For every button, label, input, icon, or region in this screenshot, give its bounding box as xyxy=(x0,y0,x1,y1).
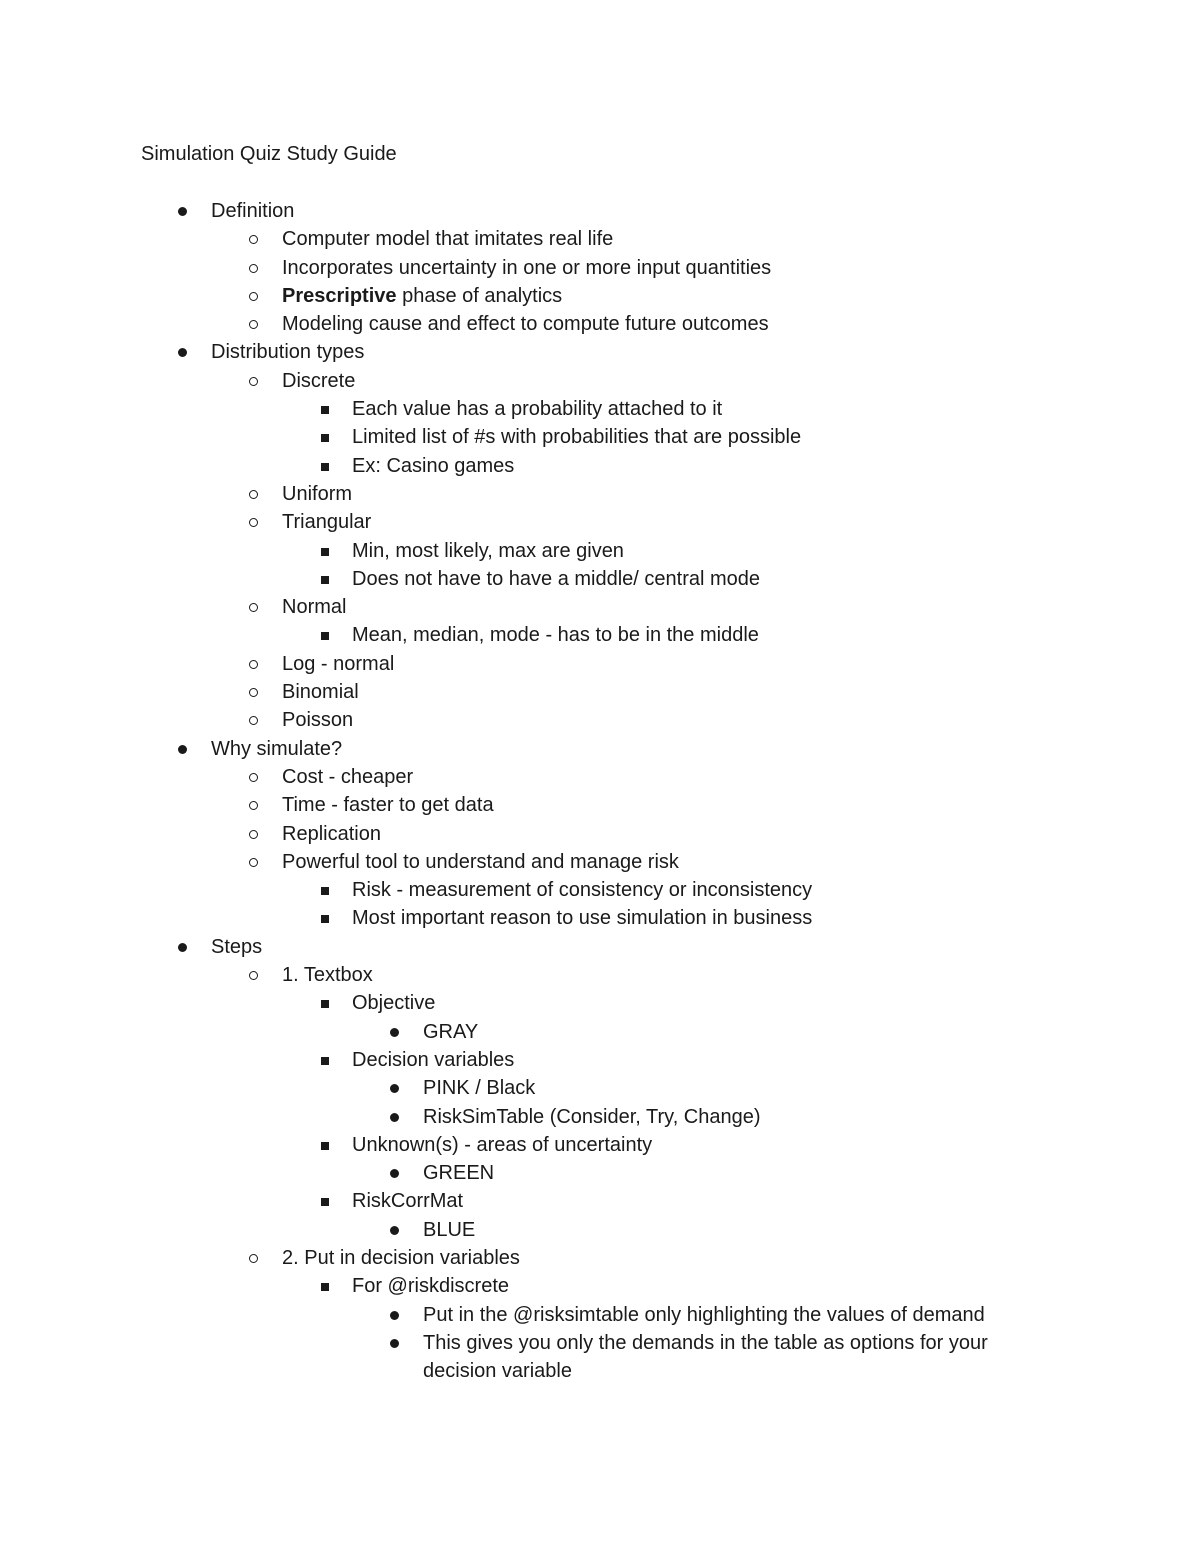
outline-item-level-2 xyxy=(0,537,1200,565)
outline-item-text: Poisson xyxy=(282,709,354,732)
outline-item-level-2 xyxy=(0,452,1200,480)
outline-item-level-1 xyxy=(0,961,1200,989)
outline-item-level-1 xyxy=(0,848,1200,876)
outline-item-level-2 xyxy=(0,1272,1200,1300)
outline-item-rest-text: phase of analytics xyxy=(396,284,563,307)
outline-item-text: RiskCorrMat xyxy=(352,1190,464,1213)
outline-item-level-1 xyxy=(0,282,1200,310)
outline-item-text: Discrete xyxy=(282,369,356,392)
outline-item-level-1 xyxy=(0,706,1200,734)
outline-item-level-0 xyxy=(0,735,1200,763)
outline-item-text: For @riskdiscrete xyxy=(352,1275,509,1298)
outline-item-level-3 xyxy=(0,1103,1200,1131)
outline-item-level-3 xyxy=(0,1301,1200,1329)
outline-item-text: GRAY xyxy=(423,1020,479,1043)
outline-item-text: Distribution types xyxy=(211,341,365,364)
outline-item-text: Powerful tool to understand and manage risk xyxy=(282,850,679,873)
outline-item-text: Objective xyxy=(352,992,436,1015)
outline-item-text: Normal xyxy=(282,596,347,619)
outline-item-level-3 xyxy=(0,1329,1200,1357)
outline-item-level-2 xyxy=(0,989,1200,1017)
outline-item-level-1 xyxy=(0,791,1200,819)
emphasis-text: Prescriptive xyxy=(282,284,397,307)
outline-item-text: 2. Put in decision variables xyxy=(282,1246,520,1269)
outline-item-level-3 xyxy=(0,1074,1200,1102)
outline-item-text: Unknown(s) - areas of uncertainty xyxy=(352,1133,653,1156)
outline-item-text: Mean, median, mode - has to be in the middle xyxy=(352,624,759,647)
outline-item-level-2 xyxy=(0,876,1200,904)
outline-item-text: Ex: Casino games xyxy=(352,454,515,477)
outline-item-text: Replication xyxy=(282,822,381,845)
outline-item-text: Most important reason to use simulation in business xyxy=(352,907,813,930)
outline-item-level-1 xyxy=(0,820,1200,848)
outline-item-text: Each value has a probability attached to it xyxy=(352,398,723,421)
outline-item-text: Steps xyxy=(211,935,263,958)
outline-item-text: RiskSimTable (Consider, Try, Change) xyxy=(423,1105,761,1128)
outline-item-level-2 xyxy=(0,1187,1200,1215)
outline-item-text xyxy=(282,282,562,310)
outline-item-text: GREEN xyxy=(423,1162,495,1185)
outline-item-level-2 xyxy=(0,904,1200,932)
outline-item-text: Log - normal xyxy=(282,652,395,675)
outline-item-text: BLUE xyxy=(423,1218,476,1241)
outline-item-level-3 xyxy=(0,1216,1200,1244)
outline-item-level-2 xyxy=(0,565,1200,593)
outline-item-text: Put in the @risksimtable only highlighting the values of demand xyxy=(423,1303,985,1326)
outline-item-text: decision variable xyxy=(423,1360,572,1383)
outline-item-text: Computer model that imitates real life xyxy=(282,228,614,251)
outline-item-level-0 xyxy=(0,933,1200,961)
outline-item-text: Triangular xyxy=(282,511,372,534)
outline-item-level-1 xyxy=(0,1244,1200,1272)
outline-item-level-3 xyxy=(0,1018,1200,1046)
outline-item-level-2 xyxy=(0,1131,1200,1159)
bullet-outline xyxy=(0,197,1200,1385)
outline-item-level-1 xyxy=(0,593,1200,621)
outline-item-text: Decision variables xyxy=(352,1048,515,1071)
outline-item-text: Uniform xyxy=(282,482,353,505)
outline-item-text: Time - faster to get data xyxy=(282,794,494,817)
outline-item-text: Does not have to have a middle/ central mode xyxy=(352,567,761,590)
outline-item-text: Why simulate? xyxy=(211,737,343,760)
outline-item-text: 1. Textbox xyxy=(282,964,373,987)
outline-item-text: Limited list of #s with probabilities that are possible xyxy=(352,426,802,449)
outline-item-text: Binomial xyxy=(282,681,359,704)
outline-item-level-1 xyxy=(0,480,1200,508)
outline-item-level-2 xyxy=(0,395,1200,423)
outline-item-level-1 xyxy=(0,225,1200,253)
outline-item-level-2 xyxy=(0,1046,1200,1074)
outline-item-level-1 xyxy=(0,508,1200,536)
outline-item-level-1 xyxy=(0,310,1200,338)
outline-item-level-1 xyxy=(0,367,1200,395)
outline-item-level-3 xyxy=(0,1159,1200,1187)
outline-item-text: Risk - measurement of consistency or inconsistency xyxy=(352,879,813,902)
outline-item-text: Incorporates uncertainty in one or more input quantities xyxy=(282,256,772,279)
outline-item-level-3 xyxy=(0,1357,1200,1385)
outline-item-text: Cost - cheaper xyxy=(282,765,414,788)
document-title: Simulation Quiz Study Guide xyxy=(141,143,397,165)
outline-item-level-1 xyxy=(0,254,1200,282)
outline-item-level-1 xyxy=(0,763,1200,791)
outline-item-text: This gives you only the demands in the table as options for your xyxy=(423,1331,988,1354)
outline-item-level-2 xyxy=(0,423,1200,451)
outline-item-level-0 xyxy=(0,338,1200,366)
outline-item-text: PINK / Black xyxy=(423,1077,536,1100)
outline-item-level-1 xyxy=(0,650,1200,678)
outline-item-text: Min, most likely, max are given xyxy=(352,539,624,562)
outline-item-level-1 xyxy=(0,678,1200,706)
outline-item-level-0 xyxy=(0,197,1200,225)
outline-item-text: Modeling cause and effect to compute future outcomes xyxy=(282,313,769,336)
outline-item-text: Definition xyxy=(211,200,295,222)
outline-item-level-2 xyxy=(0,621,1200,649)
